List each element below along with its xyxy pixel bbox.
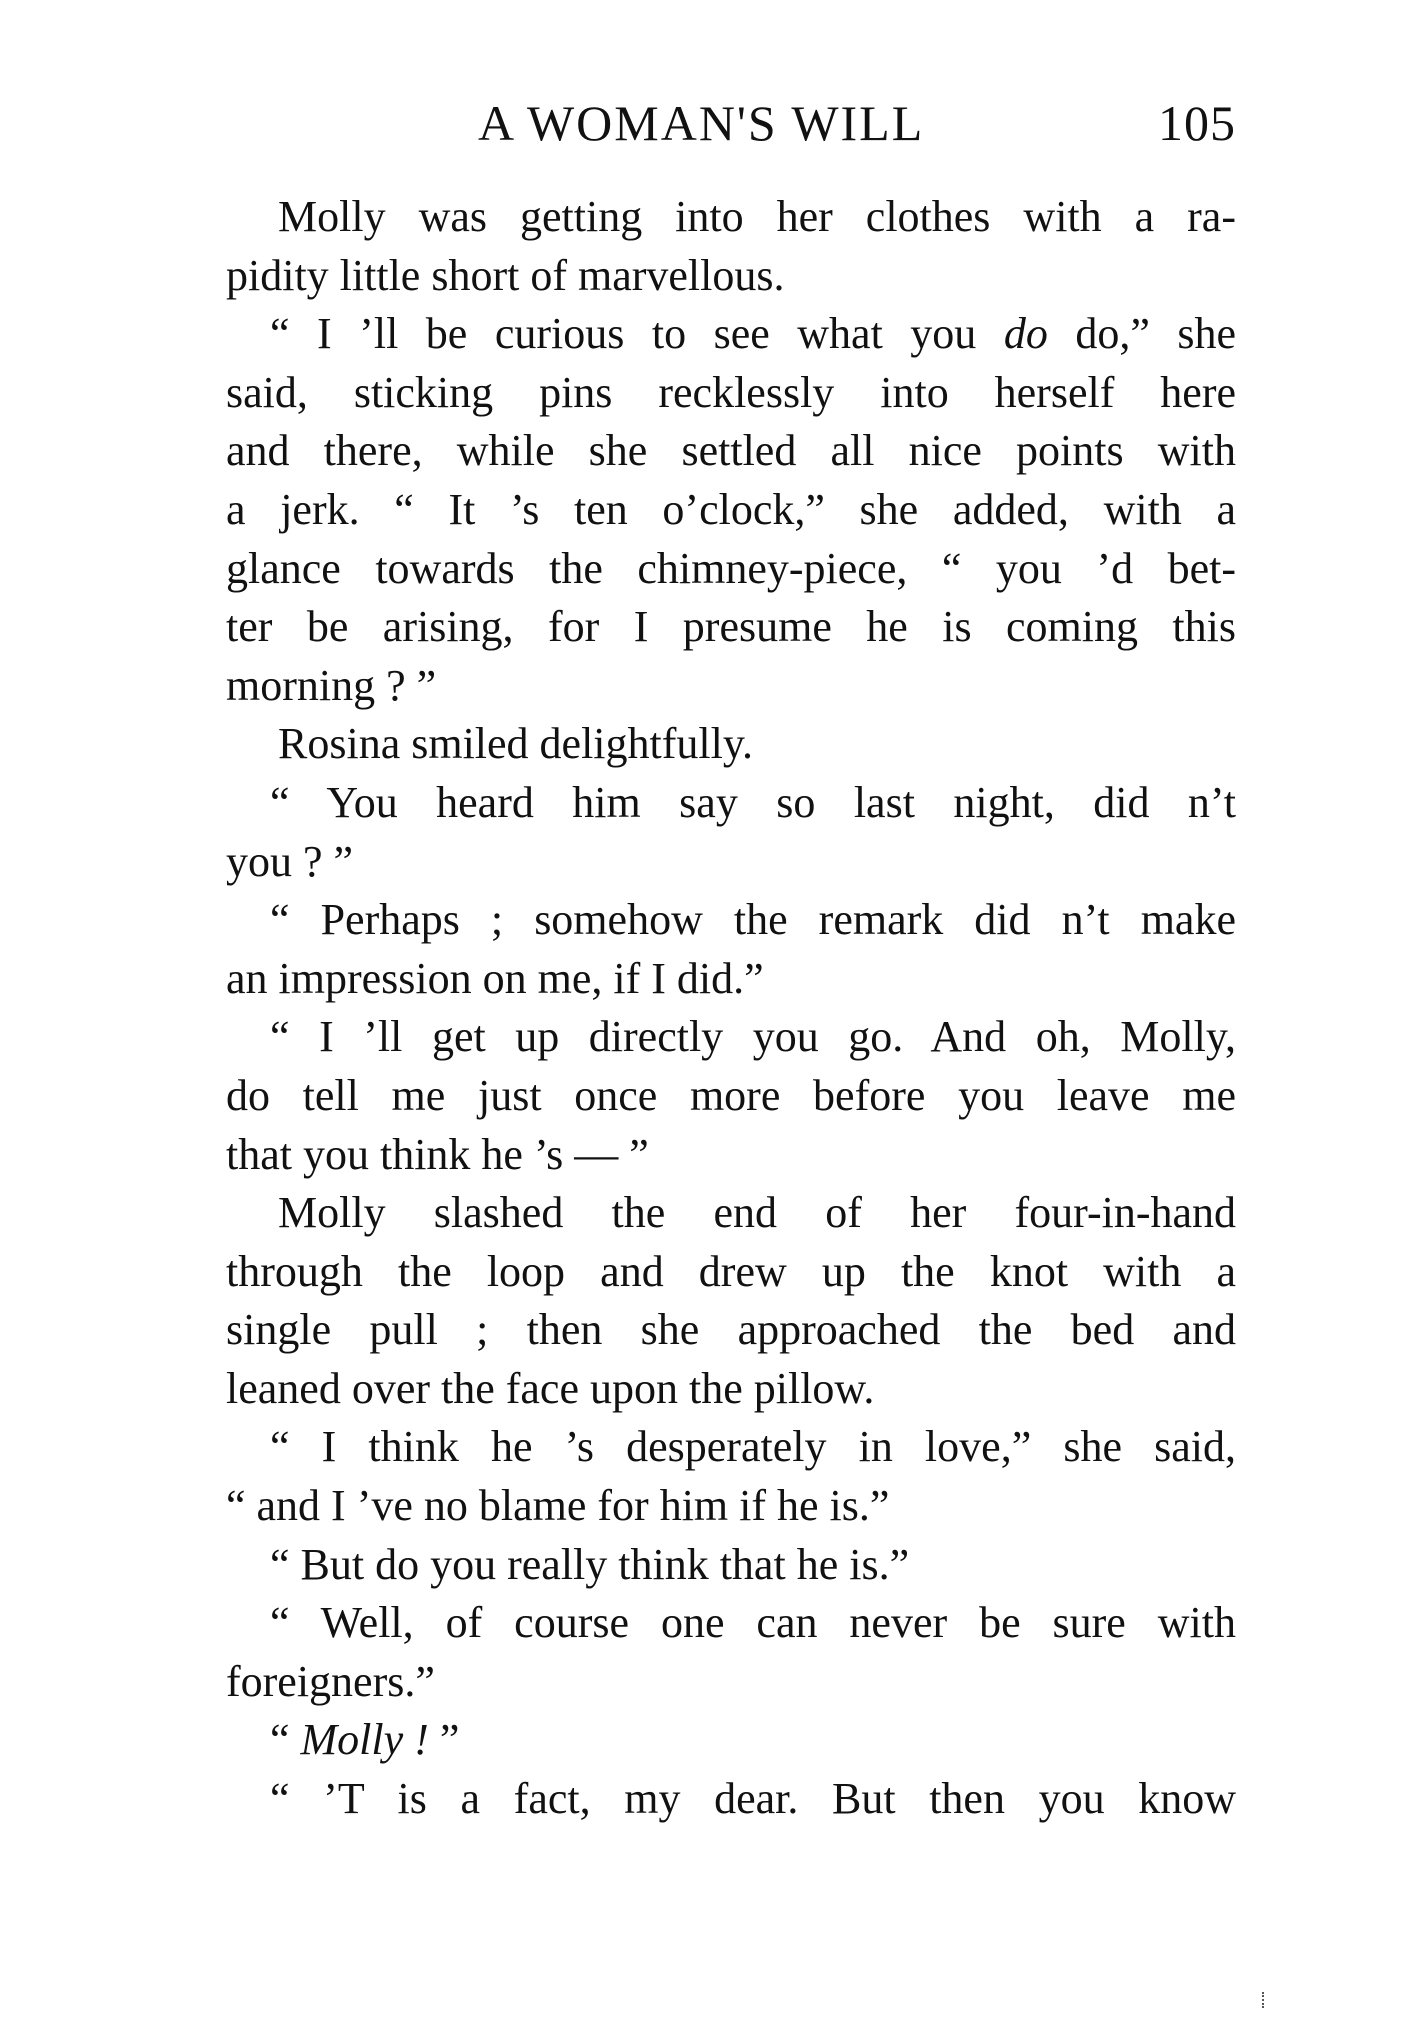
text-line: “ I ’ll get up directly you go. And oh, Molly,	[270, 1012, 1236, 1062]
text-line: pidity little short of marvellous.	[226, 250, 785, 300]
text-line: you ? ”	[226, 836, 354, 886]
text-line: “ ’T is a fact, my dear. But then you know	[270, 1774, 1236, 1824]
text-line	[226, 1711, 1236, 1770]
text-line: “ Well, of course one can never be sure with	[270, 1598, 1236, 1648]
text-segment: “ I ’ll be curious to see what you	[270, 309, 977, 359]
italic-word: do	[1003, 309, 1048, 359]
italic-word: Molly !	[300, 1715, 429, 1765]
text-line: “ I think he ’s desperately in love,” she said,	[270, 1422, 1236, 1472]
running-title: A WOMAN'S WILL	[478, 95, 925, 151]
running-head	[226, 88, 1236, 158]
text-line: morning ? ”	[226, 660, 437, 710]
text-segment: “	[270, 1715, 301, 1765]
page-number: 105	[1158, 95, 1236, 151]
body-text	[226, 188, 1236, 1829]
text-line: Molly slashed the end of her four-in-hand	[278, 1188, 1236, 1238]
text-line: “ Perhaps ; somehow the remark did n’t make	[270, 895, 1236, 945]
scan-speck	[1262, 1992, 1268, 2008]
text-line: “ You heard him say so last night, did n’t	[270, 777, 1236, 827]
text-line: a jerk. “ It ’s ten o’clock,” she added, with a	[226, 484, 1236, 534]
text-line: leaned over the face upon the pillow.	[226, 1363, 875, 1413]
text-line: Rosina smiled delightfully.	[278, 719, 753, 769]
text-line: “ But do you really think that he is.”	[270, 1539, 910, 1589]
text-segment: do,” she	[1047, 309, 1237, 359]
text-line	[226, 305, 1236, 364]
text-line: glance towards the chimney-piece, “ you ’d bet-	[226, 543, 1236, 593]
text-line: that you think he ’s — ”	[226, 1129, 649, 1179]
text-line: said, sticking pins recklessly into herself here	[226, 367, 1236, 417]
text-line: ter be arising, for I presume he is coming this	[226, 602, 1236, 652]
text-line: single pull ; then she approached the bed and	[226, 1305, 1236, 1355]
text-line: an impression on me, if I did.”	[226, 953, 764, 1003]
text-line: foreigners.”	[226, 1656, 435, 1706]
text-line: through the loop and drew up the knot with a	[226, 1246, 1236, 1296]
text-line: do tell me just once more before you leave me	[226, 1070, 1236, 1120]
text-line: Molly was getting into her clothes with a ra-	[278, 192, 1236, 241]
text-line: “ and I ’ve no blame for him if he is.”	[226, 1481, 890, 1531]
text-line: and there, while she settled all nice points with	[226, 426, 1236, 476]
text-segment: ”	[428, 1715, 460, 1765]
